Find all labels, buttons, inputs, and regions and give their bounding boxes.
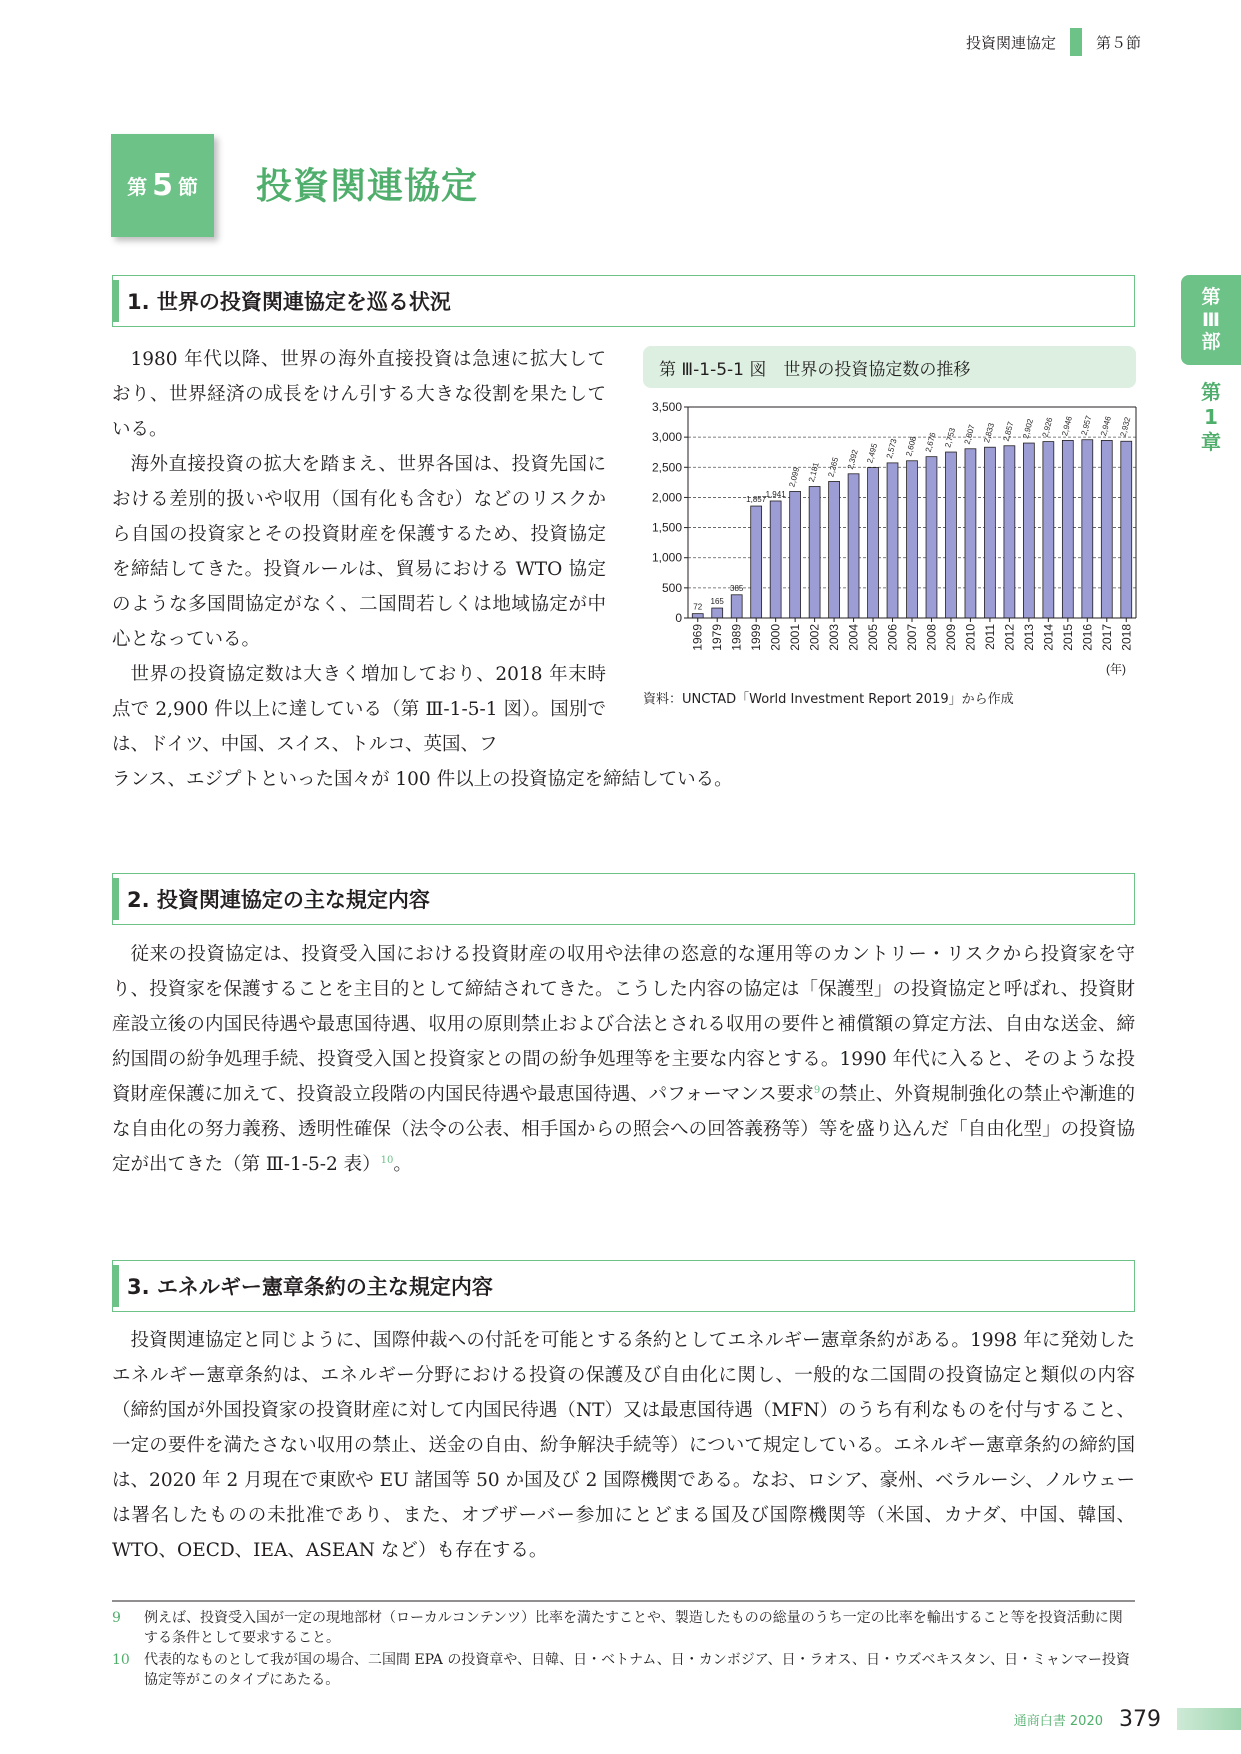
section-2-text-a: 従来の投資協定は、投資受入国における投資財産の収用や法律の恣意的な運用等のカントリー・リスクから投資家を守り、投資家を保護することを主目的として締結されてきた。こうした内容の協定は「保護型」の投資協定と呼ばれ、投資財産設立後の内国民待遇や最恵国待遇、収用の原則禁止および合法とされる収用の要件と補償額の算定方法、自由な送金、締約国間の紛争処理手続、投資受入国と投資家との間の紛争処理等を主要な内容とする。1990 年代に入ると、そのような投資財産保護に加えて、投資設立段階の内国民待遇や最恵国待遇、パフォーマンス要求	[112, 944, 1135, 1105]
data-label: 2,753	[943, 426, 958, 449]
footnote-9	[112, 1608, 1135, 1648]
bar	[965, 449, 976, 618]
x-tick-label: 1989	[729, 624, 744, 651]
y-tick-label: 3,000	[651, 430, 682, 445]
heading-section-3-text: 3. エネルギー憲章条約の主な規定内容	[127, 1275, 493, 1299]
bar	[1004, 446, 1015, 618]
page-number: 379	[1119, 1706, 1161, 1732]
x-tick-label: 2008	[924, 624, 939, 651]
heading-section-2-text: 2. 投資関連協定の主な規定内容	[127, 888, 430, 912]
data-label: 2,946	[1060, 415, 1074, 437]
x-tick-label: 1969	[690, 624, 705, 651]
bar	[712, 608, 723, 618]
x-tick-label: 2018	[1119, 624, 1134, 651]
running-header-section-name: 投資関連協定	[965, 33, 1056, 52]
bar	[984, 447, 995, 618]
footer-accent-bar	[1177, 1708, 1241, 1730]
data-label: 2,957	[1079, 414, 1094, 437]
heading-accent-bar	[113, 280, 119, 322]
data-label: 2,099	[787, 466, 802, 488]
part-tab-char: Ⅲ	[1202, 308, 1220, 331]
section-3-paragraph-1: 投資関連協定と同じように、国際仲裁への付託を可能とする条約としてエネルギー憲章条約がある。1998 年に発効したエネルギー憲章条約は、エネルギー分野における投資の保護及び自由化に関し、一般的な二国間の投資協定と類似の内容（締約国が外国投資家の投資財産に対して内国民待遇（NT）又は最恵国待遇（MFN）のうち有利なものを付与すること、一定の要件を満たさない収用の禁止、送金の自由、紛争解決手続等）について規定している。エネルギー憲章条約の締約国は、2020 年 2 月現在で東欧や EU 諸国等 50 か国及び 2 国際機関である。なお、ロシア、豪州、ベラルーシ、ノルウェーは署名したものの未批准であり、また、オブザーバー参加にとどまる国及び国際機関等（米国、カナダ、中国、韓国、WTO、OECD、IEA、ASEAN など）も存在する。	[112, 1330, 1135, 1561]
footnote-divider	[112, 1600, 1135, 1602]
x-tick-label: 2002	[807, 624, 822, 651]
y-tick-label: 500	[661, 580, 682, 595]
section-2-text-b: の禁止、外資規制強化の禁止や漸進的な自由化の努力義務、透明性確保（法令の公表、相手国からの照会への回答義務等）等を盛り込んだ「自由化型」の投資協定が出てきた（第 Ⅲ-1-5-2 表）	[112, 1084, 1135, 1175]
x-tick-label: 2009	[943, 624, 958, 651]
x-tick-label: 2016	[1080, 624, 1095, 651]
x-tick-label: 2014	[1041, 624, 1056, 651]
section-3-body	[112, 1323, 1135, 1568]
section-1-paragraph-3-continued: ランス、エジプトといった国々が 100 件以上の投資協定を締結している。	[112, 769, 733, 790]
bar	[809, 487, 820, 618]
data-label: 2,857	[1001, 420, 1016, 443]
y-tick-label: 2,000	[651, 490, 682, 505]
section-number-box	[111, 134, 214, 237]
section-2-body	[112, 937, 1135, 1182]
bar	[731, 595, 742, 618]
chapter-label-char: 1	[1204, 405, 1218, 429]
heading-section-1	[112, 275, 1135, 327]
bar	[848, 474, 859, 618]
data-label: 2,807	[962, 423, 977, 446]
x-tick-label: 2011	[982, 624, 997, 650]
data-label: 2,932	[1118, 416, 1133, 438]
x-tick-label: 2006	[885, 624, 900, 651]
section-2-paragraph-1	[112, 937, 1135, 1182]
footnote-number: 9	[112, 1610, 121, 1626]
data-label: 2,495	[865, 442, 880, 465]
heading-section-1-text: 1. 世界の投資関連協定を巡る状況	[127, 290, 451, 314]
y-tick-label: 1,500	[651, 520, 682, 535]
figure-caption-text: 第 Ⅲ-1-5-1 図 世界の投資協定数の推移	[659, 359, 971, 380]
data-label: 2,902	[1021, 417, 1035, 440]
section-suffix: 節	[177, 175, 198, 199]
bar	[692, 614, 703, 618]
x-tick-label: 2013	[1021, 624, 1036, 651]
data-label: 2,833	[982, 422, 997, 444]
data-label: 2,608	[904, 435, 919, 458]
x-tick-label: 1999	[749, 624, 764, 651]
section-1-paragraph-1: 1980 年代以降、世界の海外直接投資は急速に拡大しており、世界経済の成長をけん引する大きな役割を果たしている。	[112, 349, 606, 440]
footnote-ref-9[interactable]: 9	[813, 1084, 821, 1096]
x-tick-label: 2003	[827, 624, 842, 651]
data-label: 2,946	[1099, 415, 1113, 437]
section-1-paragraph-2: 海外直接投資の拡大を踏まえ、世界各国は、投資先国における差別的扱いや収用（国有化も含む）などのリスクから自国の投資家とその投資財産を保護するため、投資協定を締結してきた。投資ルールは、貿易における WTO 協定のような多国間協定がなく、二国間若しくは地域協定が中心となっている。	[112, 454, 606, 650]
running-header-section-number: 第５節	[1095, 33, 1141, 52]
chapter-label-char: 章	[1201, 430, 1221, 454]
heading-section-3	[112, 1260, 1135, 1312]
section-2-text-c: 。	[393, 1154, 412, 1175]
running-header	[966, 28, 1141, 56]
data-label: 2,573	[884, 437, 899, 460]
footnote-text: 例えば、投資受入国が一定の現地部材（ローカルコンテンツ）比率を満たすことや、製造したものの総量のうち一定の比率を輸出すること等を投資活動に関する条件として要求すること。	[144, 1610, 1123, 1646]
part-tab-char: 第	[1201, 285, 1221, 308]
footnote-number: 10	[112, 1652, 130, 1668]
heading-accent-bar	[113, 878, 119, 920]
bar	[1101, 440, 1112, 618]
bar	[887, 463, 898, 618]
y-tick-label: 3,500	[651, 400, 682, 414]
footer-book-title: 通商白書 2020	[1013, 1713, 1103, 1729]
running-header-divider	[1070, 28, 1082, 56]
part-tab-char: 部	[1201, 331, 1221, 354]
bar	[1043, 442, 1054, 618]
chart-source-note: 資料：UNCTAD「World Investment Report 2019」から作成	[643, 692, 1014, 707]
data-label: 1,941	[765, 489, 786, 499]
x-tick-label: 2000	[768, 624, 783, 651]
bar	[868, 468, 879, 618]
data-label: 72	[693, 602, 703, 612]
section-1-body	[112, 342, 606, 762]
data-label: 2,181	[806, 461, 821, 484]
x-tick-label: 2012	[1002, 624, 1017, 651]
y-tick-label: 2,500	[651, 460, 682, 475]
page-footer	[1014, 1702, 1241, 1736]
data-label: 2,265	[826, 456, 841, 478]
heading-section-2	[112, 873, 1135, 925]
x-tick-label: 2004	[846, 624, 861, 651]
bar	[907, 461, 918, 618]
bar	[1062, 440, 1073, 618]
bar	[946, 452, 957, 618]
x-tick-label: 2001	[788, 624, 803, 651]
x-axis-label: (年)	[1106, 662, 1126, 676]
section-number: 5	[152, 168, 173, 203]
data-label: 2,392	[845, 448, 860, 471]
section-1-paragraph-3: 世界の投資協定数は大きく増加しており、2018 年末時点で 2,900 件以上に達している（第 Ⅲ-1-5-1 図）。国別では、ドイツ、中国、スイス、トルコ、英国、フ	[112, 664, 606, 755]
section-prefix: 第	[127, 175, 148, 199]
x-tick-label: 2007	[905, 624, 919, 651]
section-title: 投資関連協定	[256, 165, 479, 207]
footnote-ref-10[interactable]: 10	[380, 1154, 394, 1166]
bar	[1082, 440, 1093, 618]
bar	[1023, 443, 1034, 618]
bar	[790, 491, 801, 618]
bar	[926, 457, 937, 618]
investment-agreements-chart	[640, 395, 1140, 687]
bar	[751, 506, 762, 618]
bar	[829, 481, 840, 618]
chart-bars	[692, 414, 1132, 618]
footnote-text: 代表的なものとして我が国の場合、二国間 EPA の投資章や、日韓、日・ベトナム、日・カンボジア、日・ラオス、日・ウズベキスタン、日・ミャンマー投資協定等がこのタイプにあたる。	[144, 1652, 1130, 1688]
data-label: 2,926	[1040, 416, 1055, 439]
data-label: 385	[730, 583, 744, 593]
bar	[770, 501, 781, 618]
chapter-label	[1181, 380, 1241, 455]
x-tick-label: 2017	[1099, 624, 1114, 651]
heading-accent-bar	[113, 1265, 119, 1307]
chapter-label-char: 第	[1201, 380, 1221, 404]
figure-caption	[643, 346, 1136, 388]
x-tick-label: 2010	[963, 624, 978, 651]
data-label: 2,676	[923, 431, 938, 454]
footnotes	[112, 1608, 1135, 1692]
x-tick-label: 2005	[866, 624, 881, 651]
data-label: 165	[710, 597, 724, 607]
bar	[1121, 441, 1132, 618]
data-label: 1,857	[746, 495, 767, 505]
x-tick-label: 1979	[710, 624, 725, 651]
footnote-10	[112, 1650, 1135, 1690]
y-tick-label: 0	[675, 611, 682, 625]
x-tick-label: 2015	[1060, 624, 1075, 651]
part-tab	[1181, 275, 1241, 365]
y-tick-label: 1,000	[651, 550, 682, 565]
section-1-body-continued	[112, 762, 1135, 797]
